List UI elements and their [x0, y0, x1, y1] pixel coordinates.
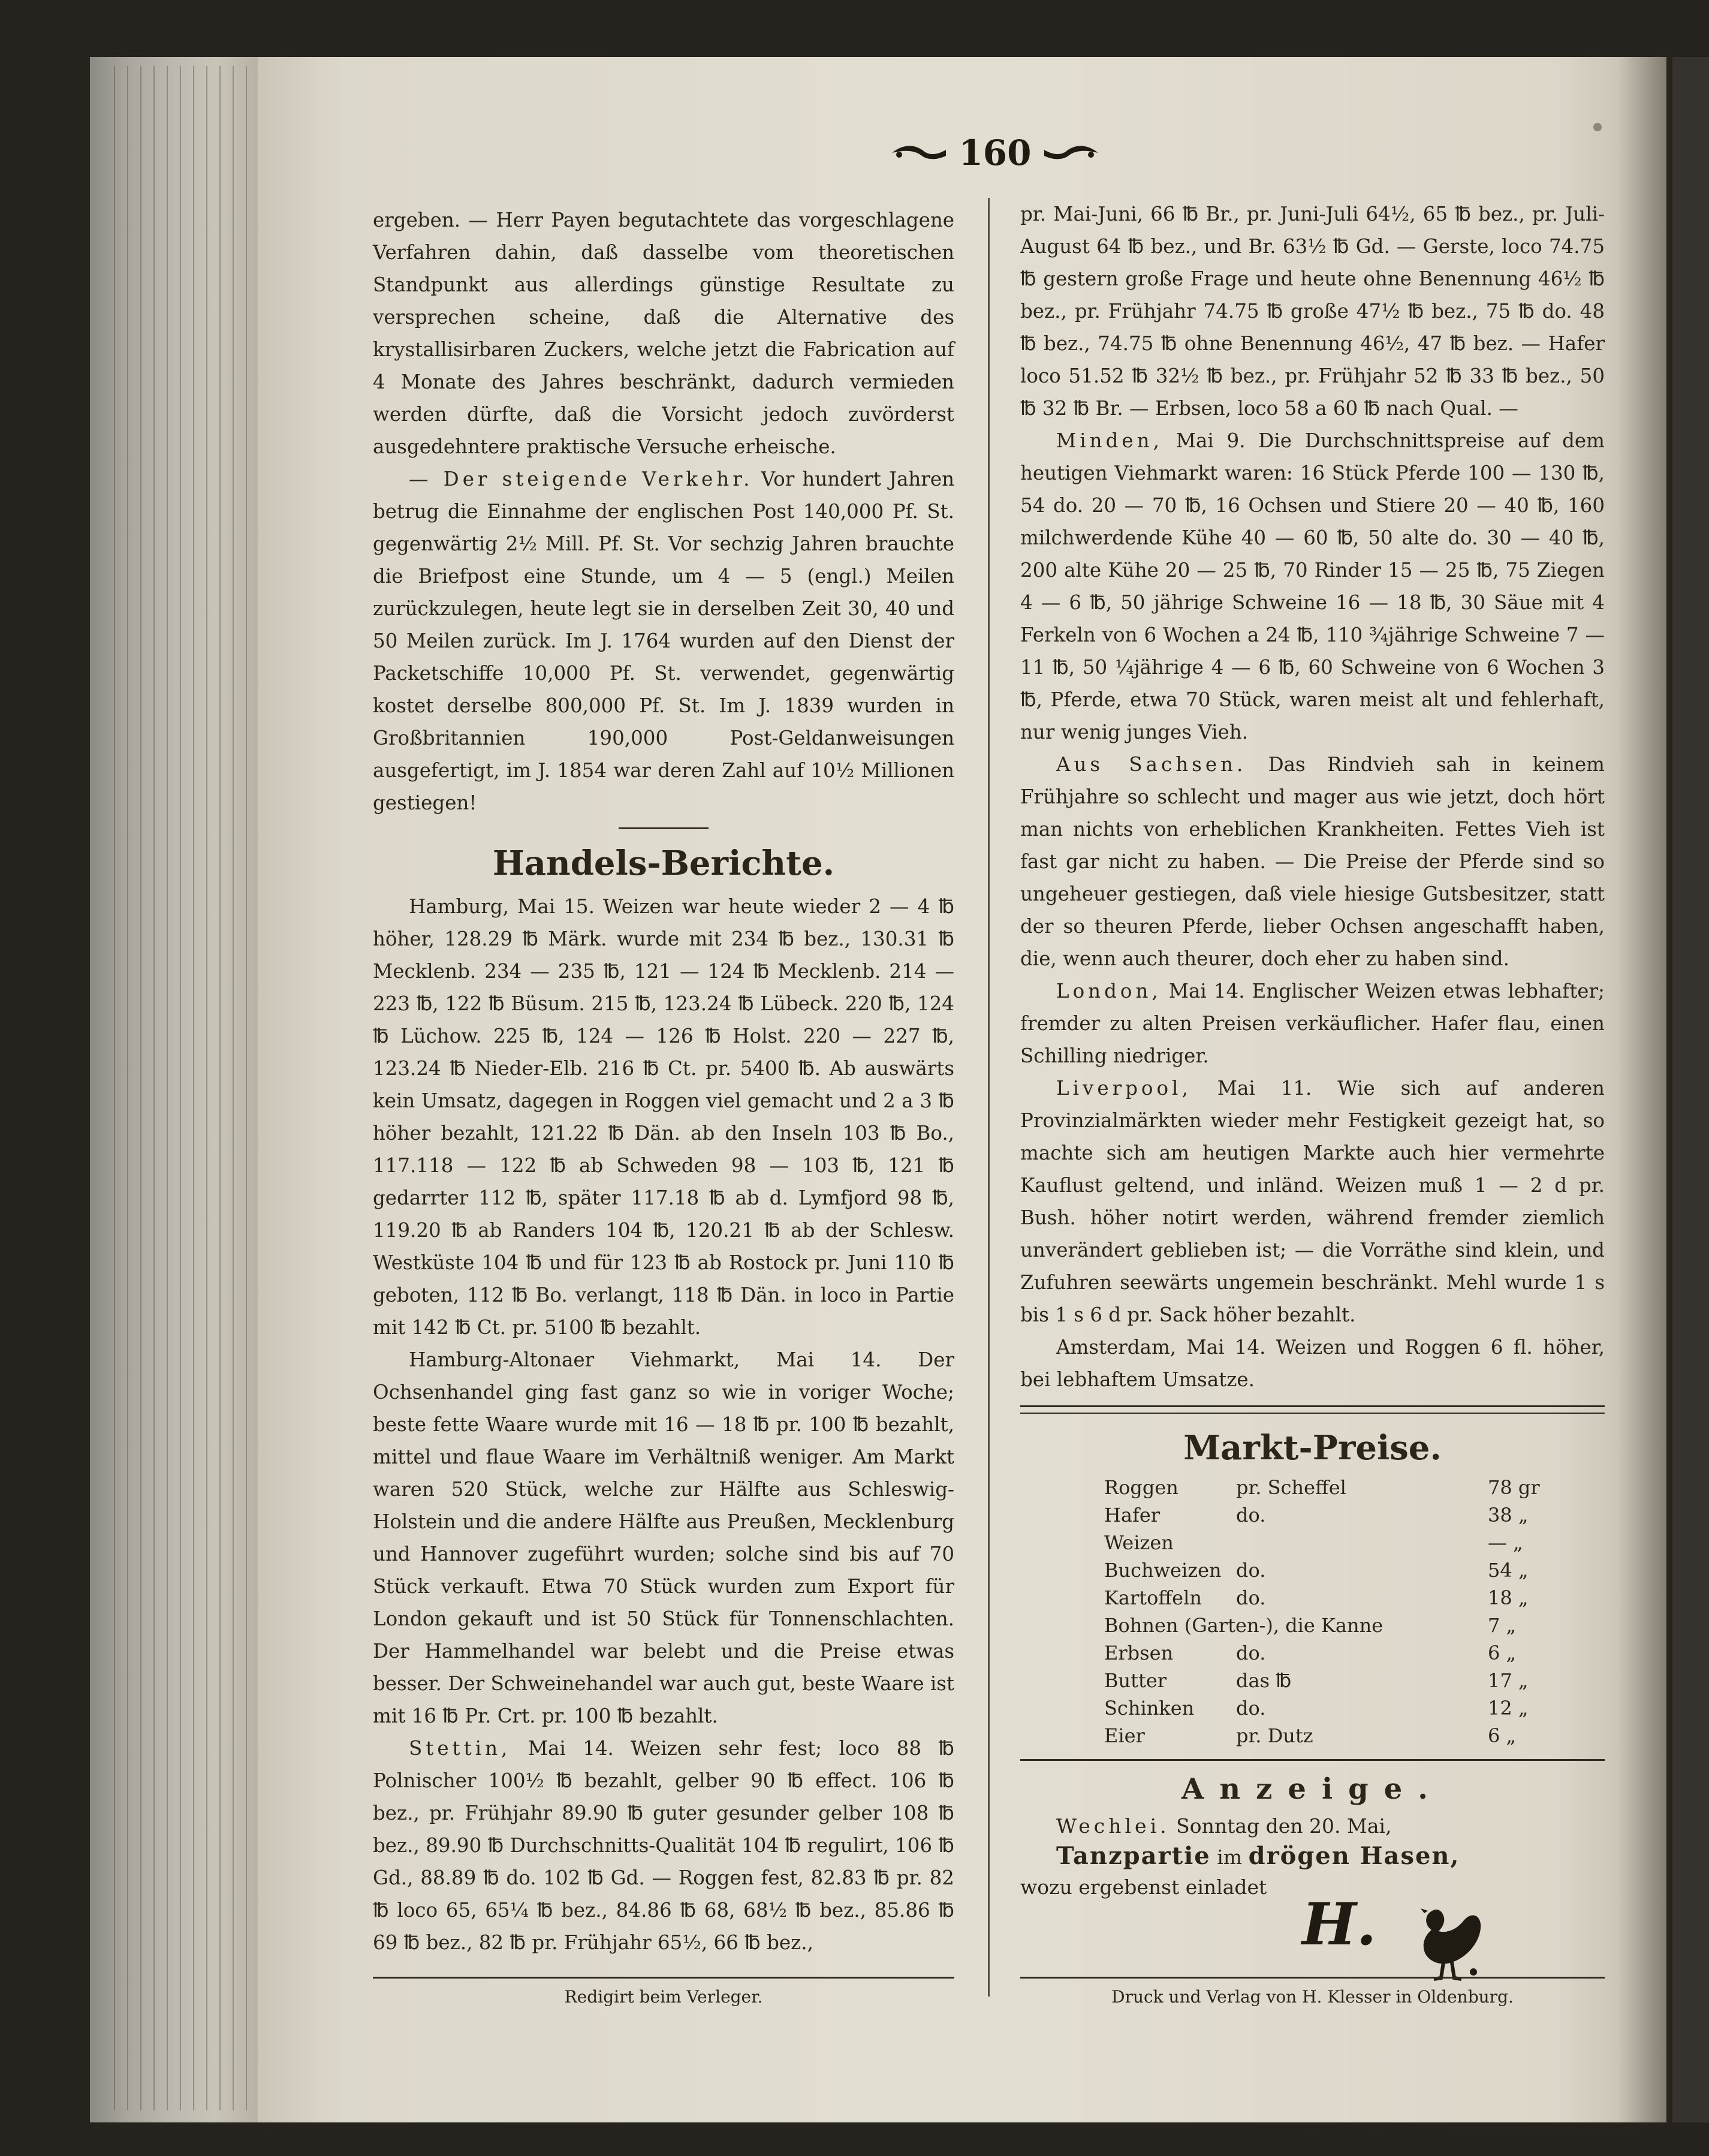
announcement-mid: im	[1217, 1845, 1243, 1869]
price-item: Erbsen	[1104, 1642, 1174, 1664]
price-unit: do.	[1236, 1504, 1266, 1526]
page-number: 160	[959, 133, 1032, 173]
section-title: Handels-Berichte.	[492, 844, 835, 883]
announcement-place: Wechlei.	[1056, 1814, 1170, 1838]
price-unit: das ℔	[1236, 1669, 1292, 1692]
price-unit: do.	[1236, 1697, 1266, 1720]
footer-editor: Redigirt beim Verleger.	[564, 1987, 763, 2007]
page-header	[887, 129, 1103, 177]
price-row	[1020, 1529, 1605, 1556]
report-text: Das Rindvieh sah in keinem Frühjahre so schlecht und mager aus wie jetzt, doch hört man nichts von erheblichen Krankheiten. Fettes Vieh ist fast gar nicht zu haben. — Die Preise der Pferde sind so ungeheuer gestiegen, daß viele hiesige Gutsbesitzer, statt der so theuren Pferde, lieber Ochsen angeschafft haben, die, wenn auch theurer, doch eher zu haben sind.	[1020, 753, 1605, 970]
price-item: Butter	[1104, 1669, 1167, 1692]
price-unit: do.	[1236, 1559, 1266, 1582]
section-divider	[619, 827, 709, 829]
price-row	[1020, 1474, 1605, 1501]
price-item: Buchweizen	[1104, 1559, 1222, 1582]
price-value: 54 „	[1488, 1559, 1529, 1582]
price-unit: do.	[1236, 1586, 1266, 1609]
announcement-venue: drögen Hasen,	[1248, 1842, 1460, 1870]
report-lead: Amsterdam,	[1056, 1336, 1177, 1359]
price-value: — „	[1488, 1531, 1523, 1554]
price-item: Kartoffeln	[1104, 1586, 1202, 1609]
report-text: Mai 15. Weizen war heute wieder 2 — 4 ℔ höher, 128.29 ℔ Märk. wurde mit 234 ℔ bez., 130.31 ℔ Mecklenb. 234 — 235 ℔, 121 — 124 ℔ Mecklenb. 214 — 223 ℔, 122 ℔ Büsum. 215 ℔, 123.24 ℔ Lübeck. 220 ℔, 124 ℔ Lüchow. 225 ℔, 124 — 126 ℔ Holst. 220 — 227 ℔, 123.24 ℔ Nieder-Elb. 216 ℔ Ct. pr. 5400 ℔. Ab auswärts kein Umsatz, dagegen in Roggen viel gemacht und 2 a 3 ℔ höher bezahlt, 121.22 ℔ Dän. ab den Inseln 103 ℔ Bo., 117.118 — 122 ℔ ab Schweden 98 — 103 ℔, 121 ℔ gedarrter 112 ℔, später 117.18 ℔ ab d. Lymfjord 98 ℔, 119.20 ℔ ab Randers 104 ℔, 120.21 ℔ ab der Schlesw. Westküste 104 ℔ und für 123 ℔ ab Rostock pr. Juni 110 ℔ geboten, 112 ℔ Bo. verlangt, 118 ℔ Dän. in loco in Partie mit 142 ℔ Ct. pr. 5100 ℔ bezahlt.	[373, 895, 954, 1339]
report-stettin	[373, 1732, 954, 1959]
price-unit: do.	[1236, 1642, 1266, 1664]
report-text: Mai 14. Weizen sehr fest; loco 88 ℔ Polnischer 100½ ℔ bezahlt, gelber 90 ℔ effect. 106 ℔ bez., pr. Frühjahr 89.90 ℔ guter gesunder gelber 108 ℔ bez., 89.90 ℔ Durchschnitts-Qualität 104 ℔ regulirt, 106 ℔ Gd., 88.89 ℔ do. 102 ℔ Gd. — Roggen fest, 82.83 ℔ pr. 82 ℔ loco 65, 65¼ ℔ bez., 84.86 ℔ 68, 68½ ℔ bez., 85.86 ℔ 69 ℔ bez., 82 ℔ pr. Frühjahr 65½, 66 ℔ bez.,	[373, 1737, 954, 1954]
report-liverpool	[1020, 1072, 1605, 1331]
announcement-signature	[1020, 1890, 1605, 1992]
article-paragraph: ergeben. — Herr Payen begutachtete das vorgeschlagene Verfahren dahin, daß dasselbe vom theoretischen Standpunkt aus allerdings günstige Resultate zu versprechen scheine, daß die Alternative des krystallisirbaren Zuckers, welche jetzt die Fabrication auf 4 Monate des Jahres beschränkt, dadurch vermieden werden dürfte, daß die Vorsicht jedoch zuvörderst ausgedehntere praktische Versuche erheische.	[373, 209, 954, 458]
price-row	[1020, 1722, 1605, 1750]
report-text: Mai 9. Die Durchschnittspreise auf dem heutigen Viehmarkt waren: 16 Stück Pferde 100 — 130 ℔, 54 do. 20 — 70 ℔, 16 Ochsen und Stiere 20 — 40 ℔, 160 milchwerdende Kühe 40 — 60 ℔, 50 alte do. 30 — 40 ℔, 200 alte Kühe 20 — 25 ℔, 70 Rinder 15 — 25 ℔, 75 Ziegen 4 — 6 ℔, 50 jährige Schweine 16 — 18 ℔, 30 Säue mit 4 Ferkeln von 6 Wochen a 24 ℔, 110 ¾jährige Schweine 7 — 11 ℔, 50 ¼jährige 4 — 6 ℔, 60 Schweine von 6 Wochen 3 ℔, Pferde, etwa 70 Stück, waren meist alt und fehlerhaft, nur wenig junges Vieh.	[1020, 429, 1605, 743]
report-text: Mai 14. Englischer Weizen etwas lebhafter; fremder zu alten Preisen verkäuflicher. Hafer flau, einen Schilling niedriger.	[1020, 980, 1605, 1067]
price-value: 78 gr	[1488, 1476, 1540, 1499]
price-row	[1020, 1694, 1605, 1722]
report-lead: Minden,	[1056, 429, 1163, 452]
report-text: Mai 14. Der Ochsenhandel ging fast ganz so wie in voriger Woche; beste fette Waare wurde mit 16 — 18 ℔ pr. 100 ℔ bezahlt, mittel und flaue Waare im Verhältniß weniger. Am Markt waren 520 Stück, welche zur Hälfte aus Schleswig-Holstein und die andere Hälfte aus Preußen, Mecklenburg und Hannover zugeführt wurden; solche sind bis auf 70 Stück verkauft. Etwa 70 Stück wurden zum Export für London gekauft und ist 50 Stück für Tonnenschlachten. Der Hammelhandel war belebt und die Preise etwas besser. Der Schweinehandel war auch gut, beste Waare ist mit 16 ℔ Pr. Crt. pr. 100 ℔ bezahlt.	[373, 1348, 954, 1727]
price-item: Hafer	[1104, 1504, 1161, 1526]
report-text: Mai 11. Wie sich auf anderen Provinzialmärkten wieder mehr Festigkeit gezeigt hat, so machte sich am heutigen Markte auch hier vermehrte Kauflust geltend, und inländ. Weizen muß 1 — 2 d pr. Bush. höher notirt werden, während fremder ziemlich unverändert geblieben ist; — die Vorräthe sind klein, und Zufuhren seewärts ungemein beschränkt. Mehl wurde 1 s bis 1 s 6 d pr. Sack höher bezahlt.	[1020, 1077, 1605, 1326]
price-value: 6 „	[1488, 1642, 1517, 1664]
price-unit: pr. Dutz	[1236, 1724, 1313, 1747]
price-row	[1020, 1639, 1605, 1667]
price-value: 18 „	[1488, 1586, 1529, 1609]
price-value: 38 „	[1488, 1504, 1529, 1526]
report-lead: Aus Sachsen.	[1056, 753, 1247, 776]
price-item: Schinken	[1104, 1697, 1195, 1720]
price-value: 6 „	[1488, 1724, 1517, 1747]
price-item: Eier	[1104, 1724, 1145, 1747]
report-hamburg	[373, 890, 954, 1344]
ornament-right-icon	[1042, 143, 1099, 163]
price-row	[1020, 1612, 1605, 1639]
price-item: Bohnen (Garten-), die Kanne	[1104, 1614, 1384, 1637]
report-amsterdam	[1020, 1331, 1605, 1396]
announcement-line: wozu ergebenst einladet	[1020, 1875, 1267, 1899]
article-lead: — Der steigende Verkehr.	[409, 468, 753, 490]
report-continuation: pr. Mai-Juni, 66 ℔ Br., pr. Juni-Juli 64½, 65 ℔ bez., pr. Juli-August 64 ℔ bez., und Br. 63½ ℔ Gd. — Gerste, loco 74.75 ℔ gestern große Frage und heute ohne Benennung 46½ ℔ bez., pr. Frühjahr 74.75 ℔ große 47½ ℔ bez., 75 ℔ do. 48 ℔ bez., 74.75 ℔ ohne Benennung 46½, 47 ℔ bez. — Hafer loco 51.52 ℔ 32½ ℔ bez., pr. Frühjahr 52 ℔ 33 ℔ bez., 50 ℔ 32 ℔ Br. — Erbsen, loco 58 a 60 ℔ nach Qual. —	[1020, 203, 1605, 420]
report-minden	[1020, 424, 1605, 748]
price-unit: pr. Scheffel	[1236, 1476, 1346, 1499]
rule	[1020, 1759, 1605, 1761]
column-divider	[988, 198, 990, 1997]
price-item: Weizen	[1104, 1531, 1174, 1554]
price-value: 7 „	[1488, 1614, 1517, 1637]
ornament-left-icon	[891, 143, 948, 163]
announcement-event: Tanzpartie	[1056, 1842, 1211, 1870]
price-value: 17 „	[1488, 1669, 1529, 1692]
market-prices-title: Markt-Preise.	[1183, 1428, 1442, 1468]
price-row	[1020, 1556, 1605, 1584]
market-prices-block	[1020, 1405, 1605, 1992]
price-value: 12 „	[1488, 1697, 1529, 1720]
report-london	[1020, 975, 1605, 1072]
announcement-title: Anzeige.	[1181, 1772, 1443, 1806]
binding-edge	[1672, 57, 1709, 2122]
left-column	[373, 204, 954, 1959]
double-rule	[1020, 1405, 1605, 1414]
margin-dot	[1593, 123, 1602, 131]
report-lead: Liverpool,	[1056, 1077, 1192, 1100]
price-item: Roggen	[1104, 1476, 1178, 1499]
price-row	[1020, 1584, 1605, 1612]
page-stack-lines	[114, 66, 264, 2110]
rooster-icon	[1404, 1902, 1488, 1986]
price-row	[1020, 1501, 1605, 1529]
footer-rule	[373, 1977, 954, 1979]
footer-rule	[1020, 1977, 1605, 1979]
report-lead: London,	[1056, 980, 1162, 1002]
report-lead: Stettin,	[409, 1737, 511, 1760]
signature-letter: H.	[1302, 1890, 1377, 1958]
announcement-line	[1020, 1841, 1605, 1872]
right-column	[1020, 198, 1605, 1992]
announcement-line	[1020, 1811, 1605, 1841]
report-text: Mai 14. Weizen und Roggen 6 fl. höher, bei lebhaftem Umsatze.	[1020, 1336, 1605, 1391]
report-sachsen	[1020, 748, 1605, 975]
report-viehmarkt	[373, 1344, 954, 1732]
report-lead: Hamburg-Altonaer Viehmarkt,	[409, 1348, 740, 1371]
footer-printer: Druck und Verlag von H. Klesser in Oldenburg.	[1111, 1987, 1514, 2007]
article-verkehr	[373, 463, 954, 819]
article-text: Vor hundert Jahren betrug die Einnahme der englischen Post 140,000 Pf. St. gegenwärtig 2½ Mill. Pf. St. Vor sechzig Jahren brauchte die Briefpost eine Stunde, um 4 — 5 (engl.) Meilen zurückzulegen, heute legt sie in derselben Zeit 30, 40 und 50 Meilen zurück. Im J. 1764 wurden auf den Dienst der Packetschiffe 10,000 Pf. St. verwendet, gegenwärtig kostet derselbe 800,000 Pf. St. Im J. 1839 wurden in Großbritannien 190,000 Post-Geldanweisungen ausgefertigt, im J. 1854 war deren Zahl auf 10½ Millionen gestiegen!	[373, 468, 954, 814]
price-row	[1020, 1667, 1605, 1694]
report-lead: Hamburg,	[409, 895, 509, 918]
announcement-date: Sonntag den 20. Mai,	[1176, 1814, 1392, 1838]
